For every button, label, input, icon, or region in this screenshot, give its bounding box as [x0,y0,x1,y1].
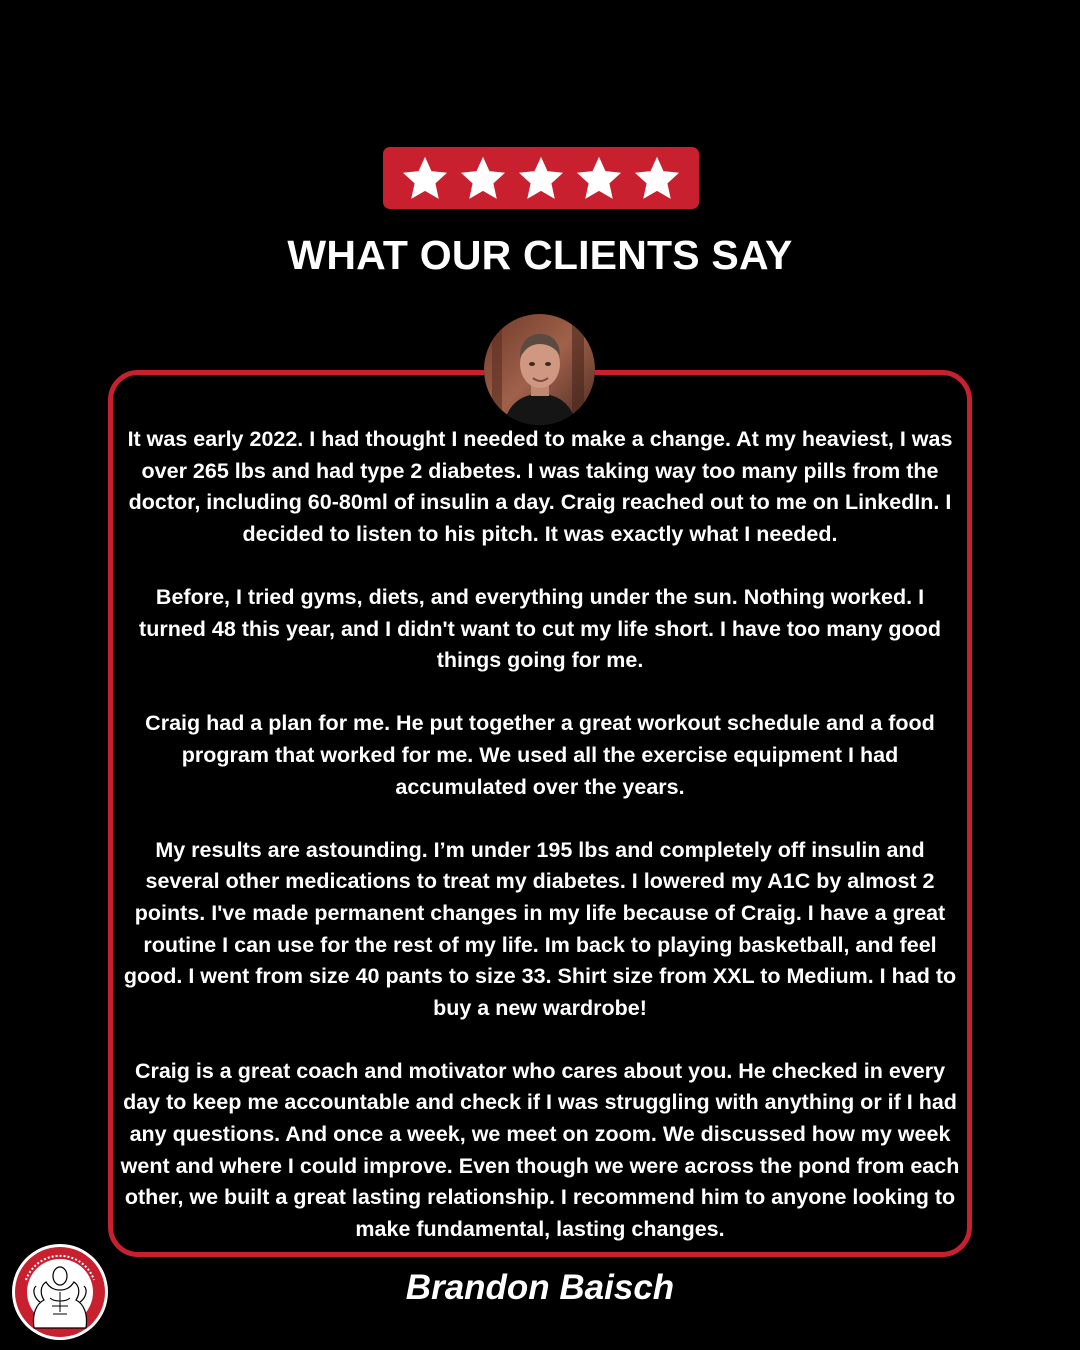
client-avatar [484,314,595,425]
testimonial-paragraph: Craig is a great coach and motivator who cares about you. He checked in every day to keep me accountable and check if I was struggling with anything or if I had any questions. And once a week, we meet on zoom. We discussed how my week went and where I could improve. Even though we were across the pond from each other, we built a great lasting relationship. I recommend him to anyone looking to make fundamental, lasting changes. [120,1058,960,1241]
client-avatar-photo [484,314,595,425]
star-icon [400,153,450,203]
testimonial-paragraph: It was early 2022. I had thought I needed to make a change. At my heaviest, I was over 265 lbs and had type 2 diabetes. I was taking way too many pills from the doctor, including 60-80ml of insulin a day. Craig reached out to me on LinkedIn. I decided to listen to his pitch. It was exactly what I needed. [127,427,953,546]
brand-logo [10,1242,110,1342]
section-headline: WHAT OUR CLIENTS SAY [287,232,793,278]
testimonial-paragraph: Before, I tried gyms, diets, and everything under the sun. Nothing worked. I turned 48 this year, and I didn't want to cut my life short. I have too many good things going for me. [139,584,941,673]
star-icon [516,153,566,203]
author-name: Brandon Baisch [405,1268,675,1307]
star-icon [458,153,508,203]
bodybuilder-emblem-icon [10,1242,110,1342]
testimonial-paragraph: Craig had a plan for me. He put together a great workout schedule and a food program that worked for me. We used all the exercise equipment I had accumulated over the years. [145,711,935,799]
testimonial-text [120,424,960,1245]
five-star-rating-badge [383,147,699,209]
star-icon [632,153,682,203]
star-icon [574,153,624,203]
testimonial-paragraph: My results are astounding. I’m under 195 lbs and completely off insulin and several other medications to treat my diabetes. I lowered my A1C by almost 2 points. I've made permanent changes in my life because of Craig. I have a great routine I can use for the rest of my life. Im back to playing basketball, and feel good. I went from size 40 pants to size 33. Shirt size from XXL to Medium. I had to buy a new wardrobe! [123,837,957,1020]
